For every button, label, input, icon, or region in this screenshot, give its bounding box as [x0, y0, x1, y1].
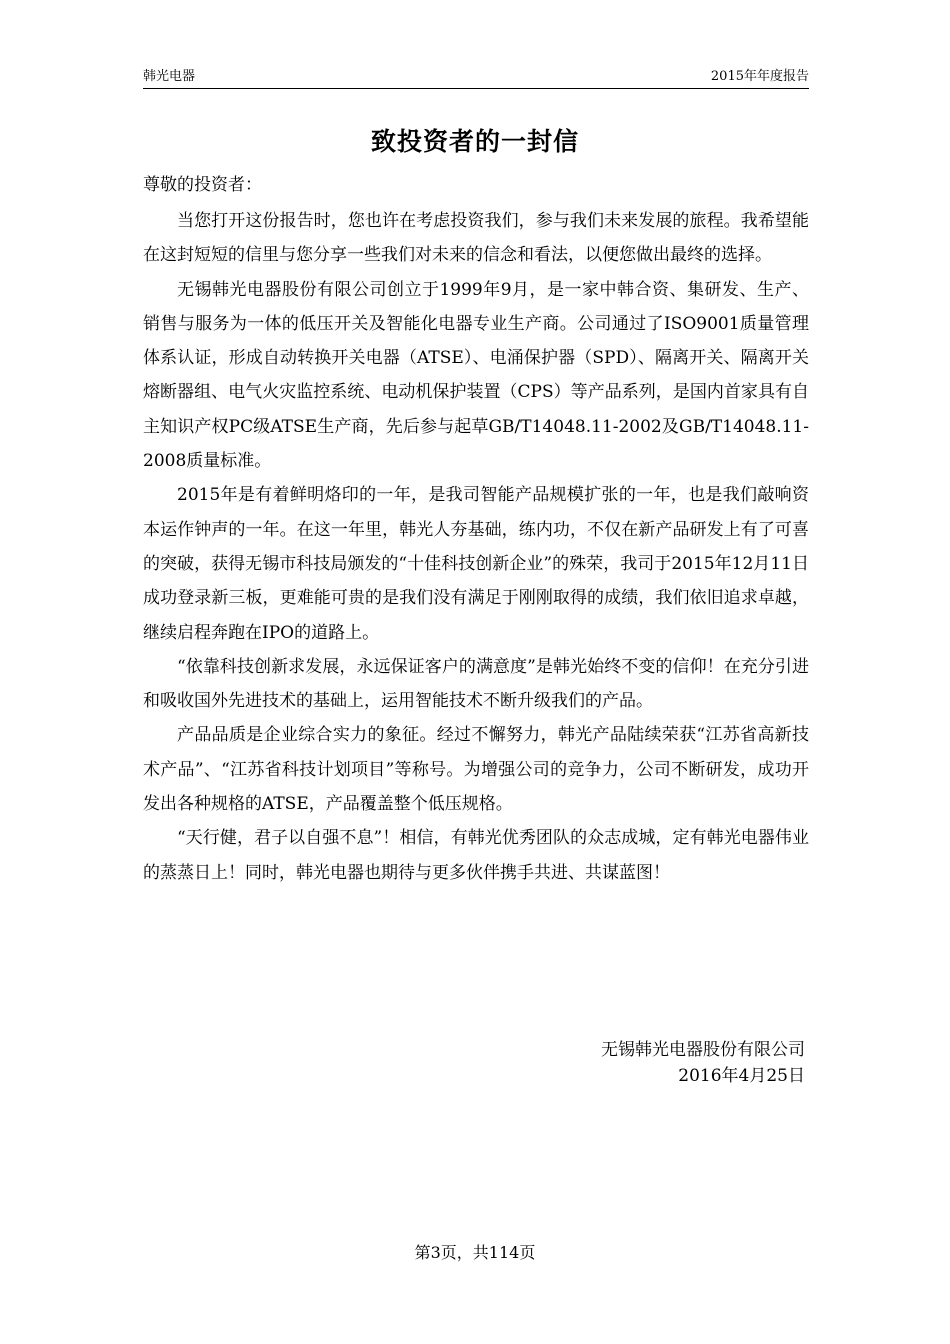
salutation: 尊敬的投资者： [143, 175, 262, 195]
header-report-title: 2015年年度报告 [710, 69, 809, 84]
page-header [143, 66, 809, 89]
paragraph-4: “依靠科技创新求发展，永远保证客户的满意度”是韩光始终不变的信仰！在充分引进和吸收国外先进技术的基础上，运用智能技术不断升级我们的产品。 [143, 656, 809, 712]
page-number: 第3页，共114页 [414, 1243, 536, 1262]
paragraph-5: 产品品质是企业综合实力的象征。经过不懈努力，韩光产品陆续荣获“江苏省高新技术产品”、“江苏省科技计划项目”等称号。为增强公司的竞争力，公司不断研发，成功开发出各种规格的ATSE，产品覆盖整个低压规格。 [143, 725, 809, 815]
header-company: 韩光电器 [143, 69, 196, 84]
paragraph-6: “天行健，君子以自强不息”！相信，有韩光优秀团队的众志成城，定有韩光电器伟业的蒸蒸日上！同时，韩光电器也期待与更多伙伴携手共进、共谋蓝图！ [143, 828, 809, 883]
paragraph-2: 无锡韩光电器股份有限公司创立于1999年9月，是一家中韩合资、集研发、生产、销售与服务为一体的低压开关及智能化电器专业生产商。公司通过了ISO9001质量管理体系认证，形成自动转换开关电器（ATSE）、电涌保护器（SPD）、隔离开关、隔离开关熔断器组、电气火灾监控系统、电动机保护装置（CPS）等产品系列，是国内首家具有自主知识产权PC级ATSE生产商，先后参与起草GB/T14048.11-2002及GB/T14048.11-2008质量标准。 [143, 279, 809, 472]
paragraph-3: 2015年是有着鲜明烙印的一年，是我司智能产品规模扩张的一年，也是我们敲响资本运作钟声的一年。在这一年里，韩光人夯基础，练内功，不仅在新产品研发上有了可喜的突破，获得无锡市科技局颁发的“十佳科技创新企业”的殊荣，我司于2015年12月11日成功登录新三板，更难能可贵的是我们没有满足于刚刚取得的成绩，我们依旧追求卓越，继续启程奔跑在IPO的道路上。 [143, 485, 809, 643]
letter-body [143, 204, 809, 890]
letter-title: 致投资者的一封信 [370, 127, 579, 156]
signature-date: 2016年4月25日 [678, 1066, 805, 1086]
paragraph-1: 当您打开这份报告时，您也许在考虑投资我们，参与我们未来发展的旅程。我希望能在这封短短的信里与您分享一些我们对未来的信念和看法，以便您做出最终的选择。 [143, 211, 809, 266]
signature-block [601, 1037, 805, 1089]
signature-company: 无锡韩光电器股份有限公司 [601, 1040, 805, 1060]
